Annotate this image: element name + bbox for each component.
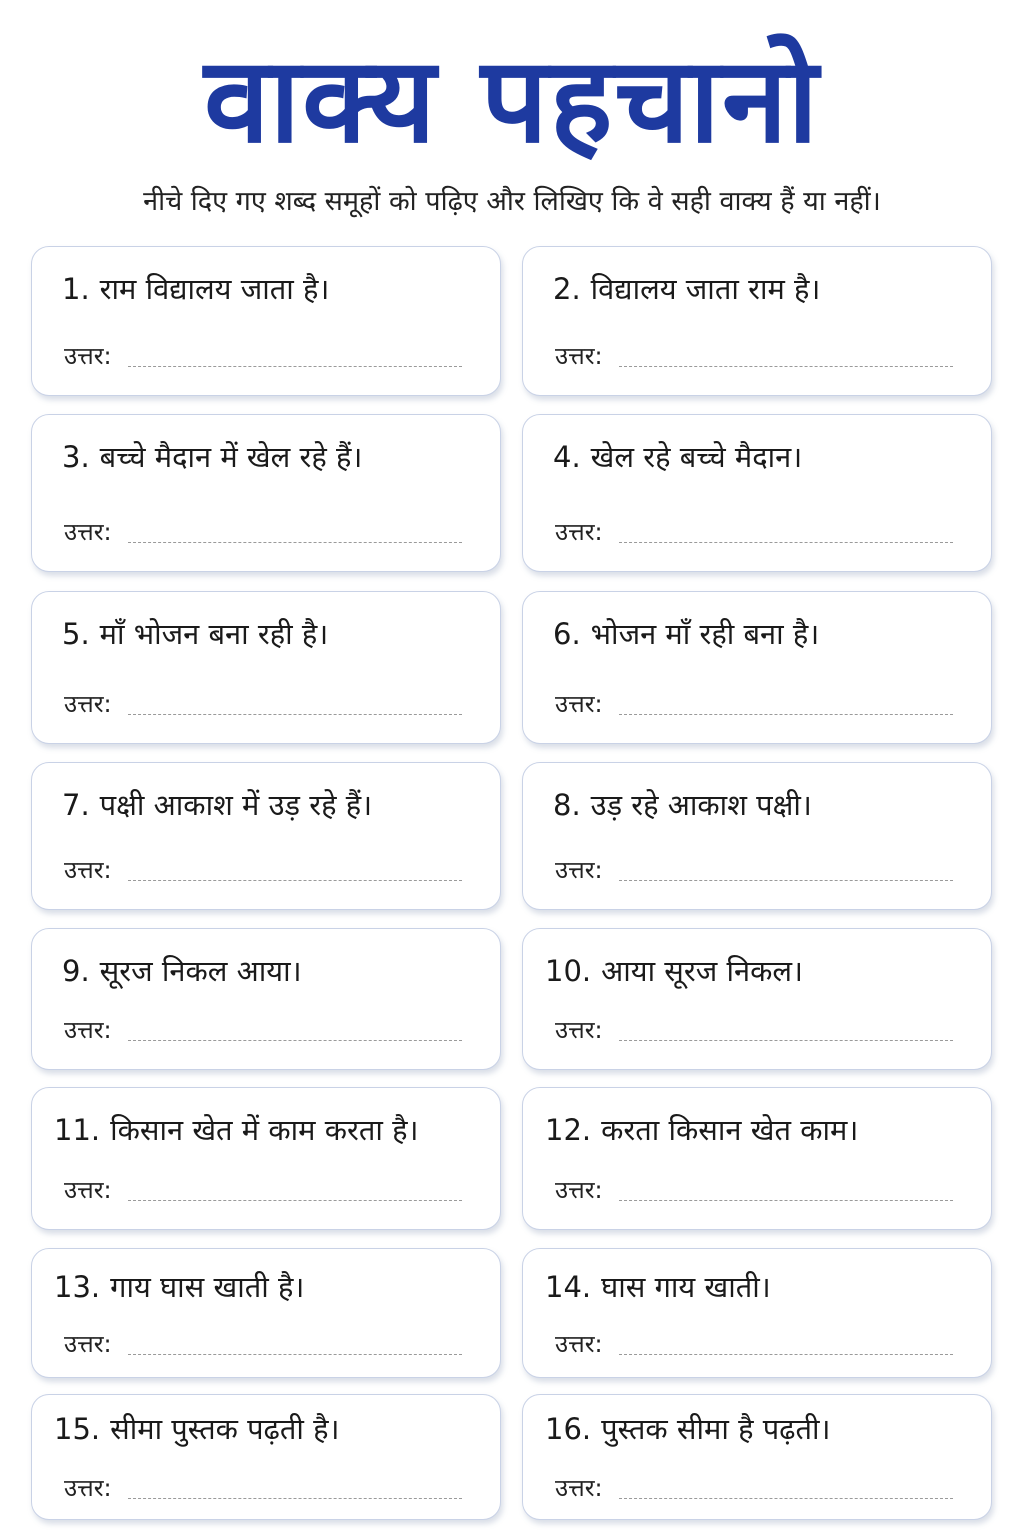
question-text xyxy=(545,951,803,991)
question-card-16 xyxy=(522,1394,992,1520)
question-number: 11. xyxy=(54,1113,101,1147)
answer-label: उत्तर: xyxy=(555,518,603,546)
answer-label: उत्तर: xyxy=(64,518,112,546)
question-number: 14. xyxy=(545,1270,592,1304)
answer-label: उत्तर: xyxy=(64,1176,112,1204)
question-number: 6. xyxy=(553,617,581,651)
question-text xyxy=(553,614,819,654)
question-number: 10. xyxy=(545,954,592,988)
question-sentence: राम विद्यालय जाता है। xyxy=(99,272,330,306)
question-sentence: भोजन माँ रही बना है। xyxy=(590,617,820,651)
answer-line[interactable] xyxy=(128,1040,462,1041)
question-card-12 xyxy=(522,1087,992,1230)
question-number: 9. xyxy=(62,954,90,988)
answer-line[interactable] xyxy=(128,1200,462,1201)
answer-label: उत्तर: xyxy=(555,1474,603,1502)
answer-line[interactable] xyxy=(619,1040,953,1041)
instruction-text: नीचे दिए गए शब्द समूहों को पढ़िए और लिखिए कि वे सही वाक्य हैं या नहीं। xyxy=(143,186,881,217)
question-number: 1. xyxy=(62,272,90,306)
question-number: 5. xyxy=(62,617,90,651)
question-card-11 xyxy=(31,1087,501,1230)
answer-label: उत्तर: xyxy=(64,856,112,884)
answer-line[interactable] xyxy=(619,714,953,715)
question-card-2 xyxy=(522,246,992,396)
question-sentence: विद्यालय जाता राम है। xyxy=(590,272,821,306)
question-number: 2. xyxy=(553,272,581,306)
question-sentence: उड़ रहे आकाश पक्षी। xyxy=(590,788,812,822)
question-number: 8. xyxy=(553,788,581,822)
question-text xyxy=(545,1267,771,1307)
question-card-1 xyxy=(31,246,501,396)
answer-label: उत्तर: xyxy=(64,342,112,370)
question-sentence: पुस्तक सीमा है पढ़ती। xyxy=(601,1412,831,1446)
answer-label: उत्तर: xyxy=(555,690,603,718)
question-card-8 xyxy=(522,762,992,910)
answer-line[interactable] xyxy=(128,1354,462,1355)
question-card-3 xyxy=(31,414,501,572)
question-card-7 xyxy=(31,762,501,910)
question-text xyxy=(54,1267,304,1307)
question-card-14 xyxy=(522,1248,992,1378)
answer-label: उत्तर: xyxy=(555,856,603,884)
question-card-15 xyxy=(31,1394,501,1520)
question-card-9 xyxy=(31,928,501,1070)
answer-line[interactable] xyxy=(619,1200,953,1201)
answer-label: उत्तर: xyxy=(555,1330,603,1358)
question-number: 4. xyxy=(553,440,581,474)
question-text xyxy=(545,1409,831,1449)
answer-label: उत्तर: xyxy=(555,1176,603,1204)
answer-line[interactable] xyxy=(619,1498,953,1499)
answer-line[interactable] xyxy=(128,1498,462,1499)
question-number: 13. xyxy=(54,1270,101,1304)
answer-line[interactable] xyxy=(128,542,462,543)
answer-line[interactable] xyxy=(619,542,953,543)
question-text xyxy=(62,614,328,654)
question-sentence: करता किसान खेत काम। xyxy=(601,1113,859,1147)
question-sentence: बच्चे मैदान में खेल रहे हैं। xyxy=(99,440,363,474)
question-number: 16. xyxy=(545,1412,592,1446)
question-sentence: माँ भोजन बना रही है। xyxy=(99,617,329,651)
question-text xyxy=(62,951,302,991)
question-number: 7. xyxy=(62,788,90,822)
question-card-13 xyxy=(31,1248,501,1378)
question-sentence: खेल रहे बच्चे मैदान। xyxy=(590,440,803,474)
question-text xyxy=(54,1110,419,1150)
answer-label: उत्तर: xyxy=(64,1016,112,1044)
question-text xyxy=(553,785,812,825)
question-text xyxy=(54,1409,340,1449)
question-number: 12. xyxy=(545,1113,592,1147)
question-sentence: घास गाय खाती। xyxy=(601,1270,771,1304)
answer-line[interactable] xyxy=(619,880,953,881)
answer-label: उत्तर: xyxy=(555,342,603,370)
question-sentence: आया सूरज निकल। xyxy=(601,954,804,988)
question-text xyxy=(62,437,362,477)
question-sentence: सीमा पुस्तक पढ़ती है। xyxy=(110,1412,340,1446)
answer-line[interactable] xyxy=(128,366,462,367)
answer-line[interactable] xyxy=(619,366,953,367)
answer-line[interactable] xyxy=(128,714,462,715)
answer-line[interactable] xyxy=(619,1354,953,1355)
question-number: 3. xyxy=(62,440,90,474)
question-text xyxy=(62,269,329,309)
question-card-10 xyxy=(522,928,992,1070)
answer-label: उत्तर: xyxy=(64,1330,112,1358)
question-sentence: पक्षी आकाश में उड़ रहे हैं। xyxy=(99,788,373,822)
answer-label: उत्तर: xyxy=(64,1474,112,1502)
page-title: वाक्य पहचानो xyxy=(203,31,821,169)
question-text xyxy=(545,1110,858,1150)
question-card-6 xyxy=(522,591,992,744)
answer-label: उत्तर: xyxy=(555,1016,603,1044)
answer-line[interactable] xyxy=(128,880,462,881)
question-sentence: गाय घास खाती है। xyxy=(110,1270,305,1304)
answer-label: उत्तर: xyxy=(64,690,112,718)
question-card-5 xyxy=(31,591,501,744)
question-number: 15. xyxy=(54,1412,101,1446)
question-sentence: सूरज निकल आया। xyxy=(99,954,302,988)
question-sentence: किसान खेत में काम करता है। xyxy=(110,1113,419,1147)
question-text xyxy=(553,269,820,309)
question-text xyxy=(62,785,372,825)
question-text xyxy=(553,437,802,477)
question-card-4 xyxy=(522,414,992,572)
